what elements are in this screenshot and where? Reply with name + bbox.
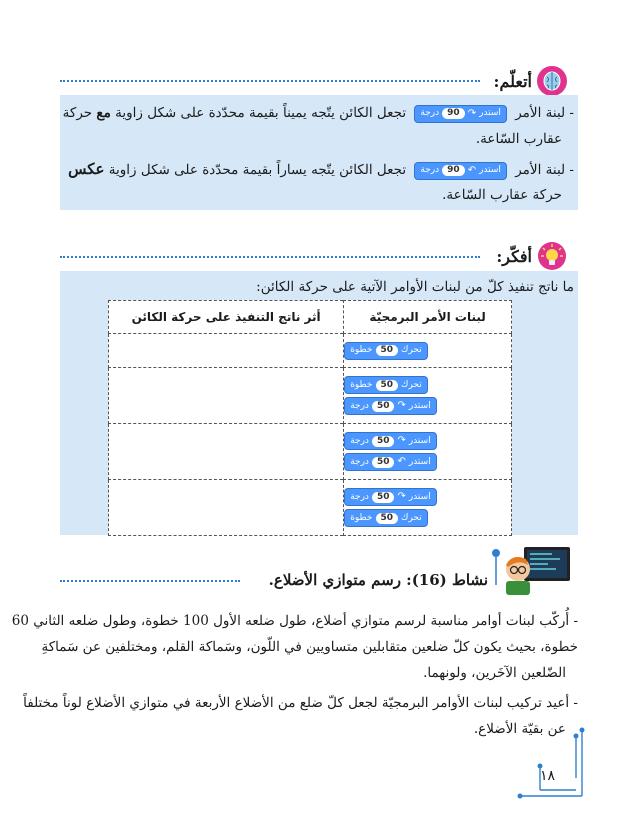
move-value: 50 <box>376 513 399 524</box>
activity-dotted-rule <box>60 580 240 582</box>
turn-verb: استدر <box>408 491 431 502</box>
turn-right-block <box>344 432 437 450</box>
turn-unit: درجة <box>420 165 440 175</box>
move-block <box>344 376 428 394</box>
move-unit: خطوة <box>350 512 373 523</box>
turn-verb: استدر <box>479 165 501 175</box>
turn-value: 50 <box>372 492 395 503</box>
learn-item1-prefix: - لبنة الأمر <box>515 105 574 121</box>
move-block <box>344 342 428 360</box>
learn-item2-line2: حركة عقارب السّاعة. <box>442 187 562 203</box>
activity-p1-line1: - أُركّب لبنات أوامر مناسبة لرسم متوازي أضلاع، طول ضلعه الأول 100 خطوة، وطول ضلعه الثاني 60 <box>11 613 578 629</box>
learn-item2-line1 <box>68 160 574 180</box>
circuit-decoration <box>500 726 590 806</box>
learn-item2-bold: عكس <box>68 160 105 178</box>
activity-p1-line3: الضّلعين الآخَرين، ولونهما. <box>423 665 566 681</box>
think-question: ما ناتج تنفيذ كلّ من لبنات الأوامر الآتية على حركة الكائن: <box>256 279 574 295</box>
page-number: ١٨ <box>540 768 556 784</box>
blocks-cell <box>344 424 512 480</box>
col-header-blocks: لبنات الأمر البرمجيّة <box>344 301 512 334</box>
table-header-row <box>109 301 512 334</box>
move-value: 50 <box>376 380 399 391</box>
col-header-result: أثر ناتج التنفيذ على حركة الكائن <box>109 301 344 334</box>
move-verb: تحرك <box>401 345 422 355</box>
think-dotted-rule <box>60 256 480 258</box>
turn-value: 90 <box>442 165 465 176</box>
learn-item2-text: تجعل الكائن يتّجه يساراً بقيمة محدّدة على شكل زاوية <box>108 162 407 178</box>
student-at-computer-illustration <box>490 545 572 595</box>
turn-unit: درجة <box>350 400 369 411</box>
turn-counterclockwise-icon: ↶ <box>397 456 406 467</box>
move-unit: خطوة <box>350 379 373 390</box>
learn-item1-line2: عقارب السّاعة. <box>475 131 562 147</box>
turn-counterclockwise-icon: ↶ <box>467 164 477 176</box>
turn-unit: درجة <box>350 491 369 502</box>
turn-value: 50 <box>372 436 395 447</box>
move-unit: خطوة <box>350 345 373 355</box>
result-cell[interactable] <box>109 368 344 424</box>
result-cell[interactable] <box>109 424 344 480</box>
turn-clockwise-icon: ↷ <box>397 435 406 446</box>
table-row <box>109 368 512 424</box>
table-row <box>109 480 512 536</box>
turn-right-block <box>414 105 507 123</box>
turn-unit: درجة <box>350 435 369 446</box>
think-table <box>108 300 512 536</box>
turn-value: 50 <box>372 457 395 468</box>
result-cell[interactable] <box>109 334 344 368</box>
lightbulb-icon <box>537 241 567 271</box>
turn-value: 50 <box>372 401 395 412</box>
blocks-cell <box>344 334 512 368</box>
learn-item1-text: تجعل الكائن يتّجه يميناً بقيمة محدّدة على شكل زاوية <box>115 105 407 121</box>
move-verb: تحرك <box>401 379 422 390</box>
table-row <box>109 424 512 480</box>
turn-verb: استدر <box>479 108 501 118</box>
move-verb: تحرك <box>401 512 422 523</box>
table-row <box>109 334 512 368</box>
turn-verb: استدر <box>408 400 431 411</box>
activity-p2-line1: - أعيد تركيب لبنات الأوامر البرمجيّة لجعل كلّ ضلع من الأضلاع الأربعة في متوازي الأضلاع لوناً مختلفاً <box>23 695 578 711</box>
blocks-cell <box>344 368 512 424</box>
learn-item1-bold: مع <box>96 105 111 121</box>
think-title: أفكّر: <box>496 247 532 266</box>
learn-item1-tail: حركة <box>62 105 93 121</box>
turn-right-block <box>344 488 437 506</box>
turn-value: 90 <box>442 108 465 119</box>
turn-clockwise-icon: ↷ <box>397 491 406 502</box>
turn-right-block <box>344 397 437 415</box>
turn-unit: درجة <box>350 456 369 467</box>
result-cell[interactable] <box>109 480 344 536</box>
turn-left-block <box>414 162 507 180</box>
turn-clockwise-icon: ↷ <box>397 400 406 411</box>
learn-item1-line1 <box>63 104 574 123</box>
learn-dotted-rule <box>60 80 480 82</box>
activity-p1-line2: خطوة، بحيث يكون كلّ ضلعين متقابلين متساويين في اللّون، وسَماكة القلم، ومختلفين عن سَماكةِ <box>41 639 578 655</box>
blocks-cell <box>344 480 512 536</box>
activity-title: نشاط (16): رسم متوازي الأضلاع. <box>268 571 488 589</box>
brain-icon <box>537 66 567 96</box>
learn-title: أتعلّم: <box>493 72 532 91</box>
activity-p2-line2: عن بقيّة الأضلاع. <box>473 721 566 737</box>
move-value: 50 <box>376 345 399 356</box>
move-block <box>344 509 428 527</box>
turn-verb: استدر <box>408 456 431 467</box>
turn-clockwise-icon: ↷ <box>467 107 477 119</box>
turn-unit: درجة <box>420 108 440 118</box>
learn-item2-prefix: - لبنة الأمر <box>515 162 574 178</box>
turn-verb: استدر <box>408 435 431 446</box>
turn-left-block <box>344 453 437 471</box>
